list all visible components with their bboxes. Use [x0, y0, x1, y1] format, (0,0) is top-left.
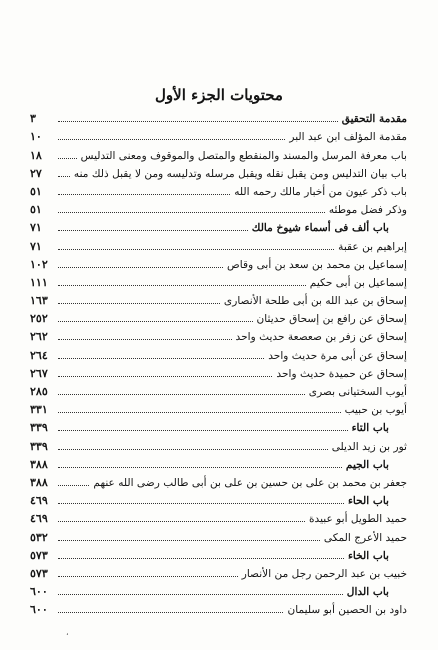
toc-page-number: ١٠٢: [30, 257, 48, 271]
toc-entry-label: مقدمة التحقيق: [341, 113, 407, 126]
dot-leader: [58, 267, 223, 268]
page-mark: ،: [66, 628, 69, 637]
toc-entry-label: إسماعيل بن أبى حكيم: [309, 276, 407, 289]
dot-leader: [58, 285, 306, 286]
toc-entry-label: باب الحاء: [347, 495, 389, 508]
toc-entry: [30, 125, 407, 143]
toc-entry-label: حميد الطويل أبو عبيدة: [308, 513, 407, 526]
toc-entry-label: خبيب بن عبد الرحمن رجل من الأنصار: [241, 567, 407, 580]
toc-entry-label: ثور بن زيد الديلى: [331, 440, 407, 453]
toc-entry: [30, 253, 407, 271]
toc-entry-label: إسحاق عن حميدة حديث واحد: [276, 367, 407, 380]
toc-section-heading: [30, 544, 407, 562]
toc-entry-label: داود بن الحصين أبو سليمان: [287, 604, 407, 617]
toc-page-number: ٤٦٩: [30, 494, 48, 508]
toc-page-number: ١٨: [30, 148, 42, 162]
toc-entry: [30, 143, 407, 161]
toc-page-number: ٣٣١: [30, 403, 48, 417]
page-title: محتويات الجزء الأول: [155, 86, 283, 104]
toc-entry-label: باب معرفة المرسل والمسند والمنقطع والمتصل والموقوف ومعنى التدليس: [80, 149, 407, 162]
toc-entry-label: وذكر فضل موطئه: [328, 204, 407, 217]
toc-page-number: ٥٧٣: [30, 566, 48, 580]
toc-entry: [30, 180, 407, 198]
toc-entry: [30, 380, 407, 398]
toc-page-number: ٣٣٩: [30, 439, 48, 453]
dot-leader: [58, 376, 272, 377]
dot-leader: [58, 194, 230, 195]
toc-section-heading: [30, 416, 407, 434]
toc-entry: [30, 162, 407, 180]
dot-leader: [58, 412, 341, 413]
toc-entry-label: إبراهيم بن عقبة: [338, 240, 407, 253]
toc-entry: [30, 507, 407, 525]
dot-leader: [58, 139, 285, 140]
toc-entry-label: باب الدال: [346, 586, 389, 599]
toc-section-heading: [30, 453, 407, 471]
dot-leader: [58, 521, 305, 522]
toc-entry-label: إسحاق عن أبى مرة حديث واحد: [268, 349, 407, 362]
toc-entry-label: إسحاق بن عبد الله بن أبى طلحة الأنصارى: [223, 295, 407, 308]
toc-entry: [30, 398, 407, 416]
toc-entry: [30, 362, 407, 380]
toc-entry: [30, 271, 407, 289]
toc-page-number: ٣: [30, 112, 36, 126]
toc-entry-label: باب التاء: [351, 422, 389, 435]
dot-leader: [58, 576, 238, 577]
toc-page-number: ٢٥٢: [30, 312, 48, 326]
dot-leader: [58, 176, 70, 177]
toc-page-number: ٢٦٧: [30, 366, 48, 380]
dot-leader: [58, 121, 338, 122]
dot-leader: [58, 540, 320, 541]
toc-page-number: ١١١: [30, 275, 48, 289]
toc-entry-label: مقدمة المؤلف ابن عبد البر: [289, 131, 407, 144]
dot-leader: [58, 449, 328, 450]
dot-leader: [58, 230, 248, 231]
dot-leader: [58, 321, 253, 322]
toc-entry: [30, 234, 407, 252]
toc-page-number: ٣٣٩: [30, 421, 48, 435]
toc-entry-label: باب ذكر عيون من أخبار مالك رحمه الله: [234, 185, 407, 198]
toc-list: [30, 107, 407, 616]
dot-leader: [58, 358, 264, 359]
toc-entry-label: باب بيان التدليس ومن يقبل نقله ويقبل مرسله وتدليسه ومن لا يقبل ذلك منه: [73, 167, 407, 180]
toc-entry-label: جعفر بن محمد بن على بن حسين بن على بن أبى طالب رضى الله عنهم: [93, 476, 407, 489]
dot-leader: [58, 249, 334, 250]
toc-entry: [30, 434, 407, 452]
dot-leader: [58, 303, 220, 304]
dot-leader: [58, 430, 348, 431]
toc-page-number: ١٦٣: [30, 294, 48, 308]
toc-entry-label: باب ألف فى أسماء شيوخ مالك: [251, 222, 389, 235]
dot-leader: [58, 467, 342, 468]
toc-entry-label: حميد الأعرج المكى: [323, 531, 407, 544]
toc-page-number: ١٠: [30, 130, 42, 144]
toc-entry-label: أيوب بن حبيب: [344, 404, 407, 417]
toc-entry: [30, 525, 407, 543]
toc-entry: [30, 471, 407, 489]
toc-page-number: ٤٦٩: [30, 512, 48, 526]
toc-entry: [30, 562, 407, 580]
toc-page-number: ٥٣٢: [30, 530, 48, 544]
toc-section-heading: [30, 107, 407, 125]
toc-page-number: ٢٦٢: [30, 330, 48, 344]
toc-entry-label: باب الخاء: [347, 549, 389, 562]
toc-entry: [30, 307, 407, 325]
toc-entry-label: إسحاق عن رافع بن إسحاق حديثان: [256, 313, 407, 326]
dot-leader: [58, 503, 344, 504]
toc-page-number: ٥١: [30, 184, 42, 198]
toc-entry: [30, 289, 407, 307]
toc-page-number: ٧١: [30, 221, 42, 235]
toc-section-heading: [30, 580, 407, 598]
dot-leader: [58, 394, 305, 395]
toc-page-number: ٣٨٨: [30, 475, 48, 489]
dot-leader: [58, 594, 343, 595]
toc-entry-label: باب الجيم: [345, 458, 389, 471]
toc-entry-label: إسحاق عن زفر بن صعصعة حديث واحد: [235, 331, 407, 344]
toc-entry: [30, 598, 407, 616]
toc-entry: [30, 198, 407, 216]
dot-leader: [58, 339, 232, 340]
dot-leader: [58, 612, 283, 613]
toc-entry: [30, 343, 407, 361]
toc-entry-label: أيوب السختيانى بصرى: [308, 386, 407, 398]
toc-section-heading: [30, 216, 407, 234]
dot-leader: [58, 485, 89, 486]
toc-page-number: ٦٠٠: [30, 603, 48, 617]
toc-page-number: ٢٧: [30, 166, 42, 180]
toc-section-heading: [30, 489, 407, 507]
toc-page-number: ٧١: [30, 239, 42, 253]
dot-leader: [58, 158, 77, 159]
toc-page-number: ٥٧٣: [30, 548, 48, 562]
toc-page-number: ٢٦٤: [30, 348, 48, 362]
toc-page-number: ٢٨٥: [30, 385, 48, 398]
toc-page-number: ٣٨٨: [30, 457, 48, 471]
toc-page-number: ٥١: [30, 203, 42, 217]
toc-page-number: ٦٠٠: [30, 585, 48, 599]
dot-leader: [58, 558, 344, 559]
toc-entry-label: إسماعيل بن محمد بن سعد بن أبى وقاص: [226, 258, 407, 271]
toc-entry: [30, 325, 407, 343]
dot-leader: [58, 212, 325, 213]
